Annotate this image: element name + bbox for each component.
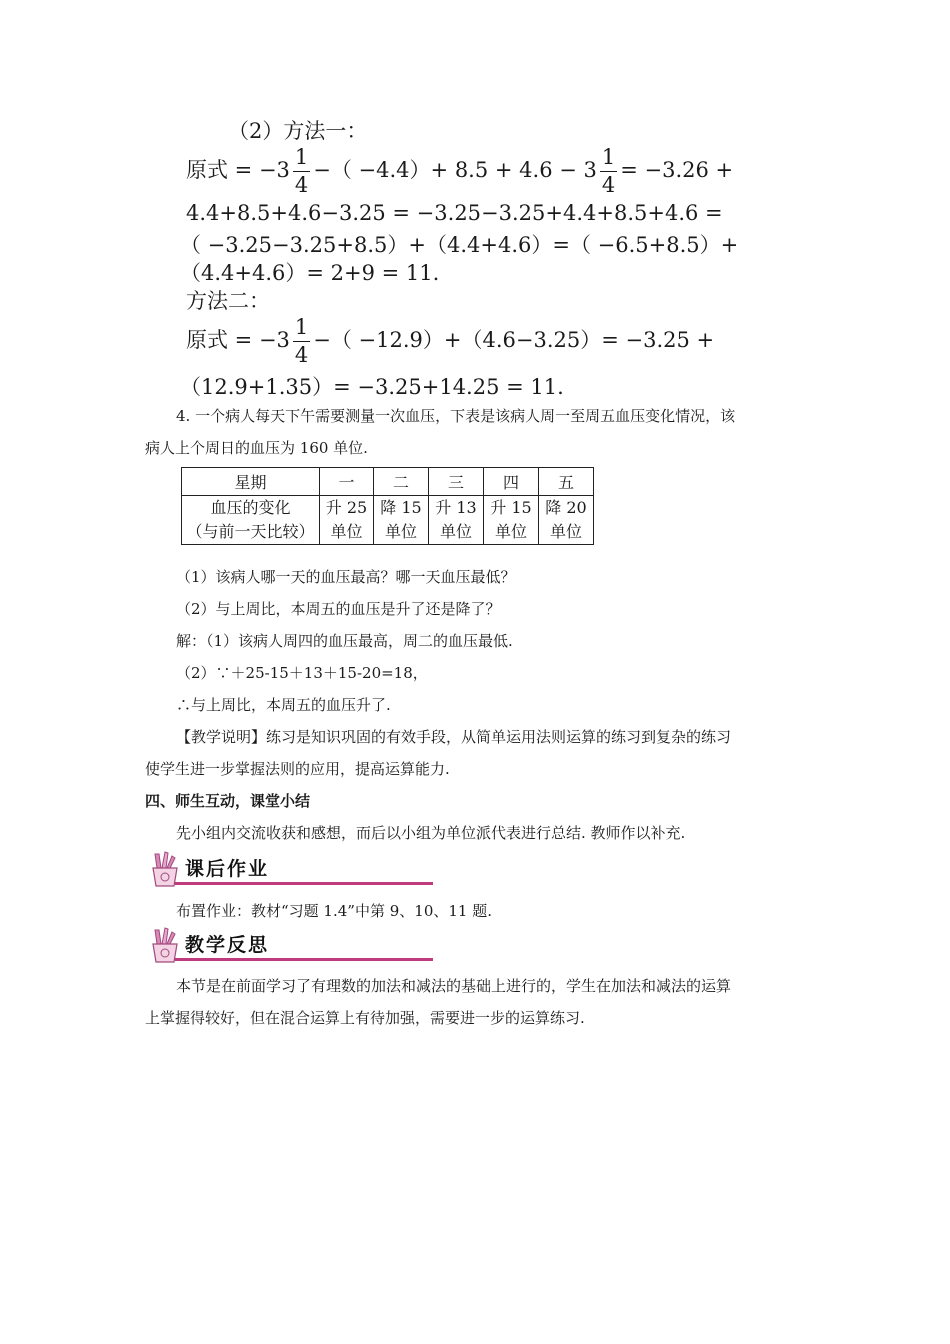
table-cell: 降 15 单位 (374, 496, 429, 545)
section4-text: 先小组内交流收获和感想，而后以小组为单位派代表进行总结. 教师作以补充. (176, 824, 686, 842)
reflection-line-2: 上掌握得较好，但在混合运算上有待加强，需要进一步的运算练习. (145, 1009, 585, 1027)
equation-line-5 (186, 315, 714, 365)
eq5-part-a: 原式 = −3 (186, 328, 290, 352)
table-cell: 降 20 单位 (539, 496, 594, 545)
homework-badge-label: 课后作业 (185, 858, 270, 880)
answer-2: （2）∵＋25-15＋13＋15-20=18， (176, 664, 428, 682)
eq1-part-a: 原式 = −3 (186, 158, 290, 182)
table-header-cell: 四 (484, 468, 539, 496)
badge-underline (175, 958, 433, 961)
fraction-3: $\frac{1}{4}$ (294, 315, 309, 367)
method2-heading: 方法二： (186, 289, 270, 313)
reflection-badge (145, 926, 435, 964)
equation-line-1 (186, 145, 733, 195)
table-header-cell: 三 (429, 468, 484, 496)
table-header-cell: 五 (539, 468, 594, 496)
table-cell: 升 15 单位 (484, 496, 539, 545)
table-row-label: 血压的变化 （与前一天比较） (182, 496, 320, 545)
reflection-line-1: 本节是在前面学习了有理数的加法和减法的基础上进行的，学生在加法和减法的运算 (176, 977, 732, 995)
reflection-badge-label: 教学反思 (185, 934, 270, 956)
table-header-cell: 一 (320, 468, 374, 496)
fraction-2: $\frac{1}{4}$ (601, 145, 616, 197)
homework-text: 布置作业：教材“习题 1.4”中第 9、10、11 题. (176, 902, 492, 920)
question-2: （2）与上周比，本周五的血压是升了还是降了？ (176, 600, 501, 618)
problem4-line-2: 病人上个周日的血压为 160 单位. (145, 439, 368, 457)
equation-line-6: （12.9+1.35）= −3.25+14.25 = 11. (180, 375, 564, 399)
table-row (182, 496, 594, 545)
table-header-cell: 星期 (182, 468, 320, 496)
answer-3: ∴与上周比，本周五的血压升了. (176, 696, 391, 714)
question-1: （1）该病人哪一天的血压最高？哪一天血压最低？ (176, 568, 516, 586)
section4-heading: 四、师生互动，课堂小结 (145, 792, 311, 810)
teaching-note-line-1: 【教学说明】练习是知识巩固的有效手段，从简单运用法则运算的练习到复杂的练习 (176, 728, 732, 746)
answer-1: 解：（1）该病人周四的血压最高，周二的血压最低. (176, 632, 513, 650)
blood-pressure-table (181, 467, 594, 545)
teaching-note-line-2: 使学生进一步掌握法则的应用，提高运算能力. (145, 760, 450, 778)
table-header-cell: 二 (374, 468, 429, 496)
badge-underline (175, 882, 433, 885)
equation-line-4: （4.4+4.6）= 2+9 = 11. (180, 261, 440, 285)
problem4-line-1: 4. 一个病人每天下午需要测量一次血压，下表是该病人周一至周五血压变化情况，该 (176, 407, 736, 425)
eq1-part-c: = −3.26 + (620, 158, 734, 182)
fraction-1: $\frac{1}{4}$ (294, 145, 309, 197)
equation-line-3: （ −3.25−3.25+8.5）+（4.4+4.6）=（ −6.5+8.5）+ (180, 233, 739, 257)
table-row (182, 468, 594, 496)
method1-heading: （2）方法一： (228, 119, 368, 143)
table-cell: 升 25 单位 (320, 496, 374, 545)
eq5-part-b: −（ −12.9）+（4.6−3.25）= −3.25 + (313, 328, 715, 352)
table-cell: 升 13 单位 (429, 496, 484, 545)
equation-line-2: 4.4+8.5+4.6−3.25 = −3.25−3.25+4.4+8.5+4.6 = (186, 201, 723, 225)
homework-badge (145, 850, 435, 888)
eq1-part-b: −（ −4.4）+ 8.5 + 4.6 − 3 (313, 158, 597, 182)
